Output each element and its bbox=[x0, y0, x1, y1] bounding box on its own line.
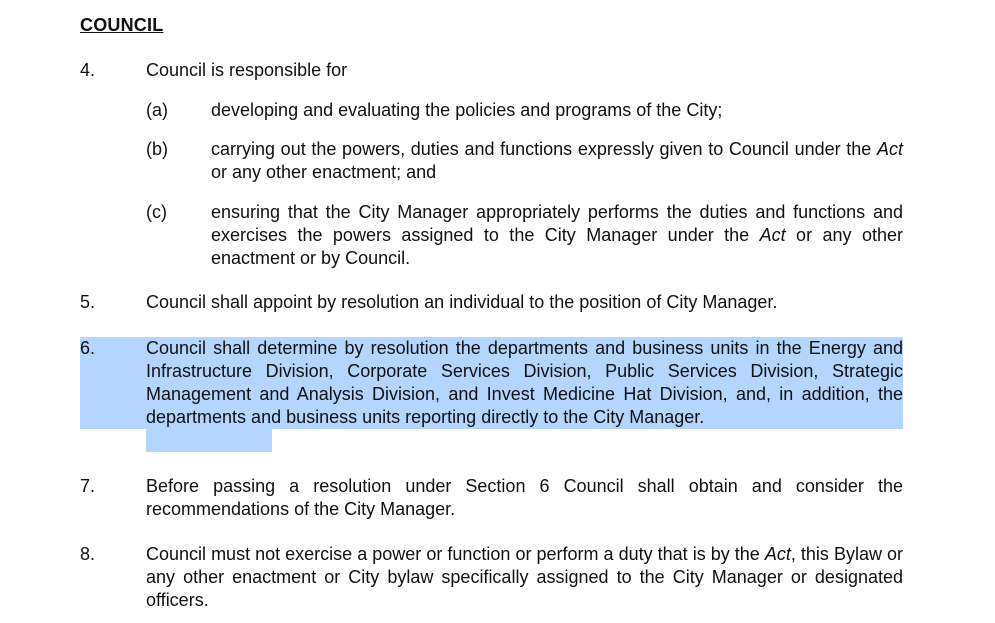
item-label-a: (a) bbox=[146, 100, 168, 120]
section-text-5: Council shall appoint by resolution an individual to the position of City Manager. bbox=[146, 292, 778, 312]
section-text-7: Before passing a resolution under Section 6 Council shall obtain and consider the recommendations of the City Manager. bbox=[146, 476, 903, 519]
section-heading: COUNCIL bbox=[80, 15, 164, 35]
section-number-6[interactable]: 6. bbox=[80, 338, 96, 358]
item-label-c: (c) bbox=[146, 202, 167, 222]
item-text-a: developing and evaluating the policies and programs of the City; bbox=[211, 100, 723, 120]
section-number-7: 7. bbox=[80, 476, 96, 496]
section-number-5: 5. bbox=[80, 292, 96, 312]
section-text-4: Council is responsible for bbox=[146, 60, 348, 80]
italic-act: Act bbox=[764, 544, 791, 564]
section-number-8: 8. bbox=[80, 544, 96, 564]
item-text-b: carrying out the powers, duties and functions expressly given to Council under the Act or any other enactment; and bbox=[211, 139, 903, 182]
selection-highlight-last-line bbox=[146, 429, 272, 452]
section-text-6[interactable]: Council shall determine by resolution the departments and business units in the Energy and Infrastructure Division, Corporate Services Division, Public Services Division, Strategic Management and Analysis Division, and Invest Medicine Hat Division, and, in addition, the departments and business units reporting directly to the City Manager. bbox=[146, 338, 903, 427]
italic-act: Act bbox=[876, 139, 903, 159]
item-label-b: (b) bbox=[146, 139, 168, 159]
section-text-8: Council must not exercise a power or function or perform a duty that is by the Act, this Bylaw or any other enactment or City bylaw specifically assigned to the City Manager or designated officers. bbox=[146, 544, 903, 610]
italic-act: Act bbox=[759, 225, 786, 245]
section-number-4: 4. bbox=[80, 60, 96, 80]
item-text-c: ensuring that the City Manager appropriately performs the duties and functions and exercises the powers assigned to the City Manager under the Act or any other enactment or by Council. bbox=[211, 202, 903, 268]
